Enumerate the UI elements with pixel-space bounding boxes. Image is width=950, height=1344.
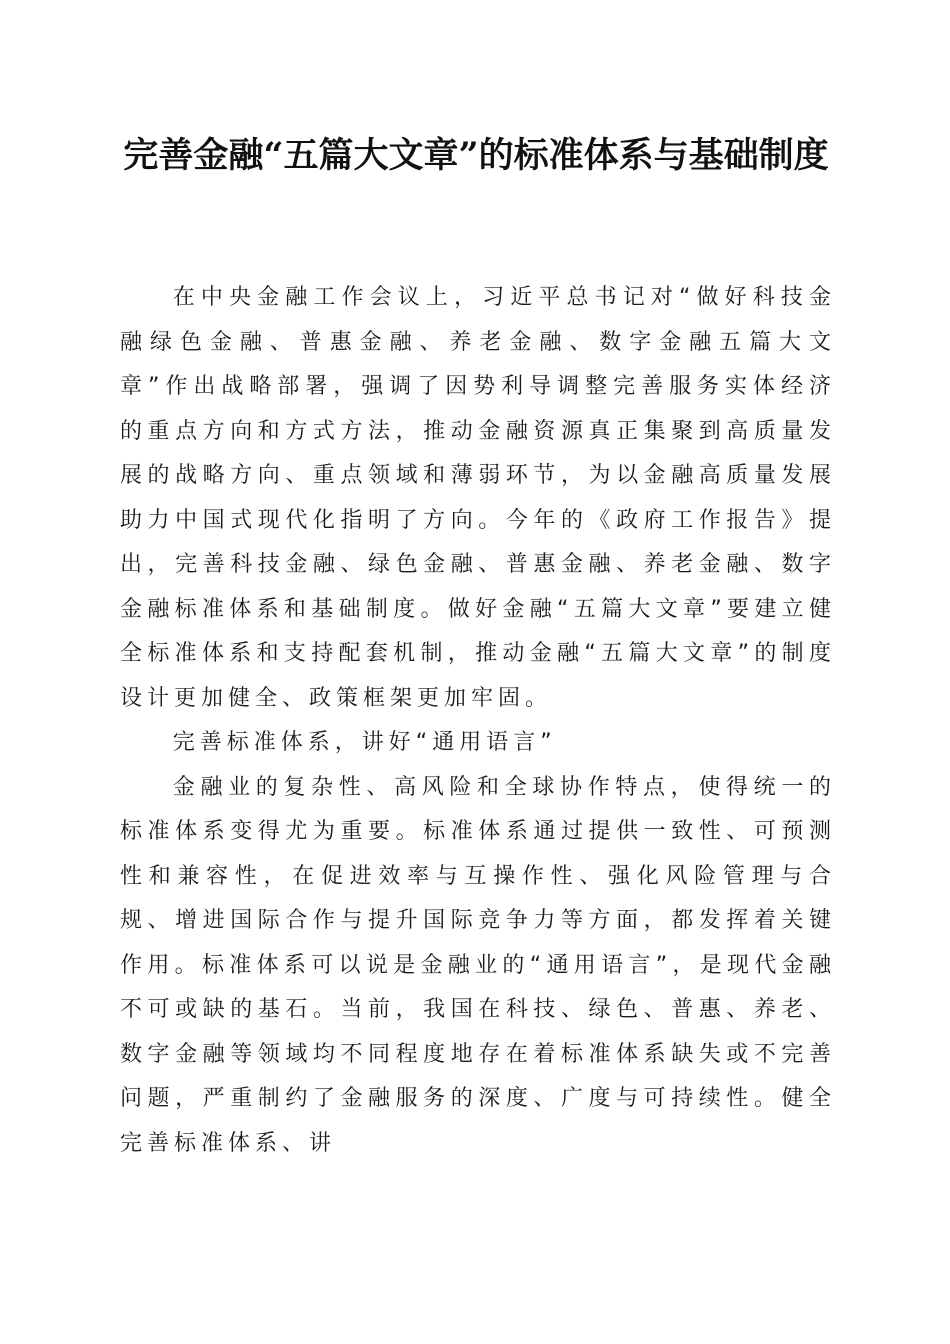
document-body <box>120 276 836 1166</box>
section-heading: 完善标准体系，讲好“通用语言” <box>172 730 557 755</box>
document-title: 完善金融“五篇大文章”的标准体系与基础制度 <box>123 135 829 176</box>
paragraph-standards: 金融业的复杂性、高风险和全球协作特点，使得统一的标准体系变得尤为重要。标准体系通过提供一致性、可预测性和兼容性，在促进效率与互操作性、强化风险管理与合规、增进国际合作与提升国际竞争力等方面，都发挥着关键作用。标准体系可以说是金融业的“通用语言”，是现代金融不可或缺的基石。当前，我国在科技、绿色、普惠、养老、数字金融等领域均不同程度地存在着标准体系缺失或不完善问题，严重制约了金融服务的深度、广度与可持续性。健全完善标准体系、讲 <box>120 774 836 1156</box>
paragraph-intro: 在中央金融工作会议上，习近平总书记对“做好科技金融绿色金融、普惠金融、养老金融、数字金融五篇大文章”作出战略部署，强调了因势利导调整完善服务实体经济的重点方向和方式方法，推动金融资源真正集聚到高质量发展的战略方向、重点领域和薄弱环节，为以金融高质量发展助力中国式现代化指明了方向。今年的《政府工作报告》提出，完善科技金融、绿色金融、普惠金融、养老金融、数字金融标准体系和基础制度。做好金融“五篇大文章”要建立健全标准体系和支持配套机制，推动金融“五篇大文章”的制度设计更加健全、政策框架更加牢固。 <box>120 285 836 711</box>
